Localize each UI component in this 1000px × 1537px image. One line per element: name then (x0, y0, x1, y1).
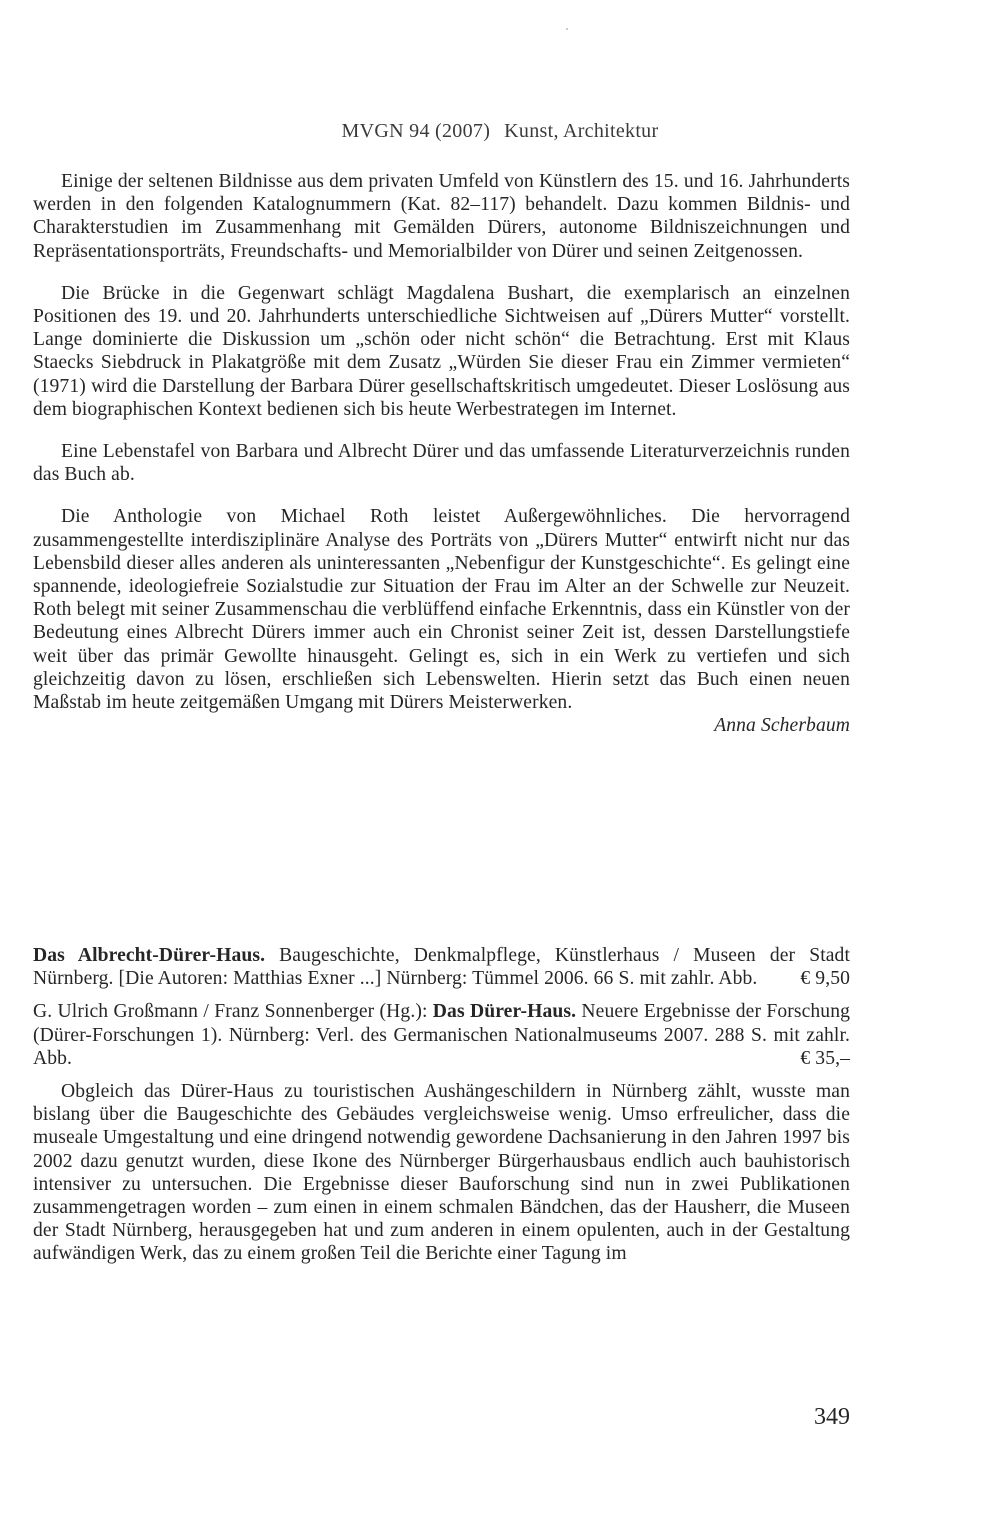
section-title: Kunst, Architektur (504, 120, 659, 142)
bibliographic-entry (33, 944, 850, 990)
bib-details: Baugeschichte, Denkmalpflege, Künstlerhaus / Museen der Stadt Nürnberg. [Die Autoren: Matthias Exner ...] Nürnberg: Tümmel 2006. 66 S. mit zahlr. Abb. (33, 945, 850, 990)
scan-speck (566, 28, 568, 30)
editors: G. Ulrich Großmann / Franz Sonnenberger (Hg.): (33, 1001, 433, 1023)
book-price: € 35,– (800, 1047, 850, 1069)
bib-details: Neuere Ergebnisse der Forschung (Dürer-Forschungen 1). Nürnberg: Verl. des Germanischen Nationalmuseums 2007. 288 S. mit zahlr. Abb. (33, 1001, 850, 1069)
book-price: € 9,50 (800, 968, 850, 990)
book-title: Das Dürer-Haus. (432, 1001, 577, 1023)
paragraph: Die Brücke in die Gegenwart schlägt Magdalena Bushart, die exemplarisch an einzelnen Positionen des 19. und 20. Jahrhunderts unterschiedliche Sichtweisen auf „Dürers Mutter“ vorstellt. Lange dominierte die Diskussion um „schön oder nicht schön“ die Betrachtung. Erst mit Klaus Staecks Siebdruck in Plakatgröße mit dem Zusatz „Würden Sie dieser Frau ein Zimmer vermieten“ (1971) wird die Darstellung der Barbara Dürer gesellschaftskritisch umgedeutet. Dieser Loslösung aus dem biographischen Kontext bedienen sich bis heute Werbestrategen im Internet. (33, 282, 850, 420)
running-header (0, 120, 1000, 143)
paragraph: Eine Lebenstafel von Barbara und Albrecht Dürer und das umfassende Literaturverzeichnis runden das Buch ab. (33, 441, 850, 486)
book-title: Das Albrecht-Dürer-Haus. (33, 945, 266, 966)
bibliographic-entry (33, 1000, 850, 1070)
review-two (33, 944, 850, 1266)
paragraph: Obgleich das Dürer-Haus zu touristischen Aushängeschildern in Nürnberg zählt, wusste man bislang über die Baugeschichte des Gebäudes vergleichsweise wenig. Umso erfreulicher, dass die museale Umgestaltung und eine dringend notwendig gewordene Dachsanierung in den Jahren 1997 bis 2002 dazu genutzt wurden, diese Ikone des Nürnberger Bürgerhausbaus endlich auch bauhistorisch intensiver zu untersuchen. Die Ergebnisse dieser Bauforschung sind nun in zwei Publikationen zusammengetragen worden – zum einen in einem schmalen Bändchen, das der Hausherr, die Museen der Stadt Nürnberg, herausgegeben hat und zum anderen in einem opulenten, auch in der Gestaltung aufwändigen Werk, das zu einem großen Teil die Berichte einer Tagung im (33, 1081, 850, 1265)
reviewer-signature: Anna Scherbaum (714, 715, 850, 737)
paragraph: Einige der seltenen Bildnisse aus dem privaten Umfeld von Künstlern des 15. und 16. Jahrhunderts werden in den folgenden Katalognummern (Kat. 82–117) behandelt. Dazu kommen Bildnis- und Charakterstudien im Zusammenhang mit Gemälden Dürers, autonome Bildniszeichnungen und Repräsentationsporträts, Freundschafts- und Memorialbilder von Dürer und seinen Zeitgenossen. (33, 171, 850, 262)
page-number: 349 (814, 1404, 850, 1430)
review-one (33, 170, 850, 737)
journal-ref: MVGN 94 (2007) (341, 120, 491, 142)
paragraph: Die Anthologie von Michael Roth leistet Außergewöhnliches. Die hervorragend zusammengestellte interdisziplinäre Analyse des Porträts von „Dürers Mutter“ entwirft nicht nur das Lebensbild dieser alles anderen als uninteressanten „Nebenfigur der Kunstgeschichte“. Es gelingt eine spannende, ideologiefreie Sozialstudie zur Situation der Frau im Alter an der Schwelle zur Neuzeit. Roth belegt mit seiner Zusammenschau die verblüffend einfache Erkenntnis, dass ein Künstler von der Bedeutung eines Albrecht Dürers immer auch ein Chronist seiner Zeit ist, dessen Darstellungstiefe weit über das primär Gewollte hinausgeht. Gelingt es, sich in ein Werk zu vertiefen und sich gleichzeitig davon zu lösen, erschließen sich Lebenswelten. Hierin setzt das Buch einen neuen Maßstab im heute zeitgemäßen Umgang mit Dürers Meisterwerken. (33, 506, 850, 714)
